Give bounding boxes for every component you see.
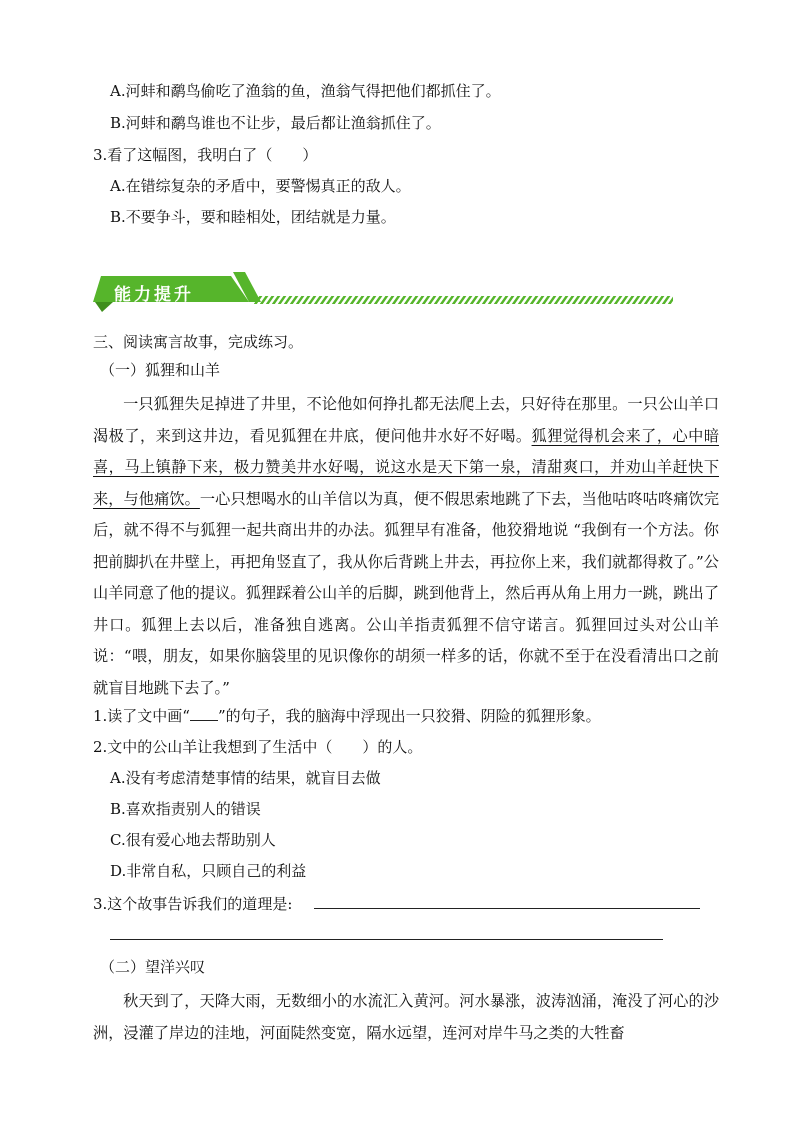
- question-1-after: ”的句子，我的脑海中浮现出一只狡猾、阴险的狐狸形象。: [217, 707, 601, 725]
- question-3-top: 3.看了这幅图，我明白了（ ）: [93, 146, 318, 164]
- question-2: 2.文中的公山羊让我想到了生活中（ ）的人。: [93, 738, 423, 756]
- underline-sample: [190, 706, 218, 721]
- answer-line-2[interactable]: [110, 939, 663, 940]
- story1-paragraph: [93, 389, 719, 704]
- question-2-option-a: A.没有考虑清楚事情的结果，就盲目去做: [110, 769, 381, 787]
- story2-text: 秋天到了，天降大雨，无数细小的水流汇入黄河。河水暴涨，波涛汹涌，淹没了河心的沙洲，浸灌了岸边的洼地，河面陡然变宽，隔水远望，连河对岸牛马之类的大牲畜: [93, 992, 719, 1042]
- question-1: [93, 705, 601, 727]
- question-3-option-a: A.在错综复杂的矛盾中，要警惕真正的敌人。: [110, 177, 411, 195]
- story2-title: （二）望洋兴叹: [100, 958, 206, 976]
- question-1-before: 1.读了文中画“: [93, 707, 190, 725]
- option-b-top: B.河蚌和鹬鸟谁也不让步，最后都让渔翁抓住了。: [110, 114, 441, 132]
- question-2-option-c: C.很有爱心地去帮助别人: [110, 831, 276, 849]
- question-2-option-b: B.喜欢指责别人的错误: [110, 800, 261, 818]
- story1-title: （一）狐狸和山羊: [100, 361, 221, 379]
- answer-line-1[interactable]: [314, 908, 700, 909]
- story2-paragraph: [93, 986, 719, 1049]
- question-2-option-d: D.非常自私，只顾自己的利益: [110, 862, 307, 880]
- question-3: 3.这个故事告诉我们的道理是:: [93, 895, 293, 913]
- story1-text-underlined: 狐狸觉得机会来了，心中暗喜，马上镇静下来，极力赞美井水好喝，说这水是天下第一泉，清甜爽口，并劝山羊赶快下来，与他痛饮。: [93, 426, 720, 508]
- story1-text-after: 一心只想喝水的山羊信以为真，便不假思索地跳了下去，当他咕咚咕咚痛饮完后，就不得不与狐狸一起共商出井的办法。狐狸早有准备，他狡猾地说 “我倒有一个方法。你把前脚扒在井壁上，再把角竖直了，我从你后背跳上井去，再拉你上来，我们就都得救了。”公山羊同意了他的提议。狐狸踩着公山羊的后脚，跳到他背上，然后再从角上用力一跳，跳出了井口。狐狸上去以后，准备独自逃离。公山羊指责狐狸不信守诺言。狐狸回过头对公山羊说：“喂，朋友，如果你脑袋里的见识像你的胡须一样多的话，你就不至于在没看清出口之前就盲目地跳下去了。”: [93, 489, 720, 697]
- section-banner-label: 能力提升: [114, 285, 194, 305]
- section-title: 三、阅读寓言故事，完成练习。: [93, 333, 304, 351]
- option-a-top: A.河蚌和鹬鸟偷吃了渔翁的鱼，渔翁气得把他们都抓住了。: [110, 82, 501, 100]
- story1-text-before: 一只狐狸失足掉进了井里，不论他如何挣扎都无法爬上去，只好待在那里。一只公山羊口渴极了，来到这井边，看见狐狸在井底，便问他井水好不好喝。: [93, 395, 719, 445]
- question-3-option-b: B.不要争斗，要和睦相处，团结就是力量。: [110, 208, 396, 226]
